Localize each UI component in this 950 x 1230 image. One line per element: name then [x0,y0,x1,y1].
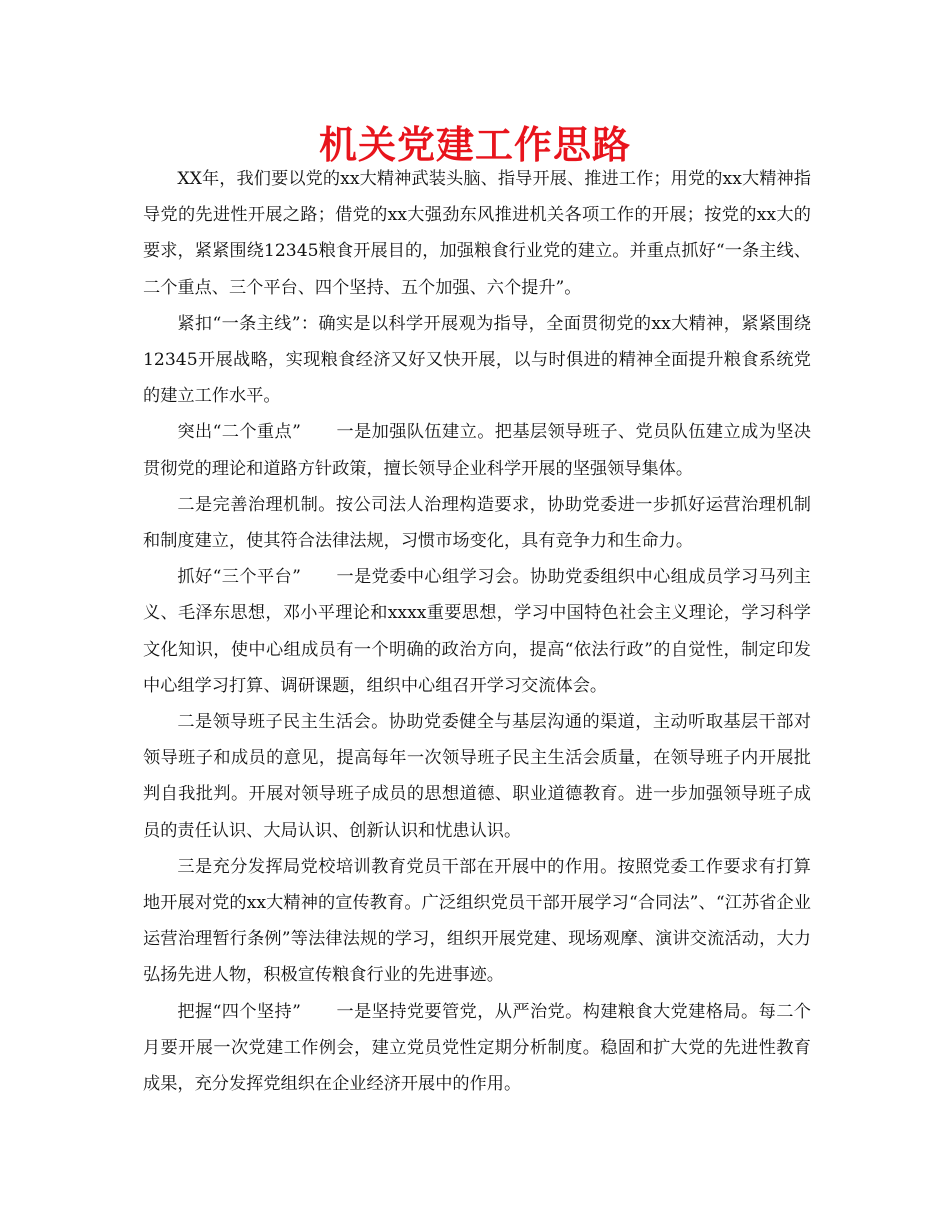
document-body [143,161,811,1102]
paragraph: 把握“四个坚持” 一是坚持党要管党，从严治党。构建粮食大党建格局。每二个月要开展一次党建工作例会，建立党员党性定期分析制度。稳固和扩大党的先进性教育成果，充分发挥党组织在企业经济开展中的作用。 [143,1001,811,1095]
paragraph: 突出“二个重点” 一是加强队伍建立。把基层领导班子、党员队伍建立成为坚决贯彻党的理论和道路方针政策，擅长领导企业科学开展的坚强领导集体。 [143,422,811,479]
paragraph: 二是领导班子民主生活会。协助党委健全与基层沟通的渠道，主动听取基层干部对领导班子和成员的意见，提高每年一次领导班子民主生活会质量，在领导班子内开展批判自我批判。开展对领导班子成员的思想道德、职业道德教育。进一步加强领导班子成员的责任认识、大局认识、创新认识和忧患认识。 [143,712,811,841]
paragraph: 三是充分发挥局党校培训教育党员干部在开展中的作用。按照党委工作要求有打算地开展对党的xx大精神的宣传教育。广泛组织党员干部开展学习“合同法”、“江苏省企业运营治理暂行条例”等法律法规的学习，组织开展党建、现场观摩、演讲交流活动，大力弘扬先进人物，积极宣传粮食行业的先进事迹。 [143,856,811,986]
document-title: 机关党建工作思路 [318,123,631,167]
paragraph: 紧扣“一条主线”：确实是以科学开展观为指导，全面贯彻党的xx大精神，紧紧围绕12345开展战略，实现粮食经济又好又快开展，以与时俱进的精神全面提升粮食系统党的建立工作水平。 [143,313,811,407]
paragraph: 二是完善治理机制。按公司法人治理构造要求，协助党委进一步抓好运营治理机制和制度建立，使其符合法律法规，习惯市场变化，具有竞争力和生命力。 [143,494,811,552]
paragraph: 抓好“三个平台” 一是党委中心组学习会。协助党委组织中心组成员学习马列主义、毛泽东思想，邓小平理论和xxxx重要思想，学习中国特色社会主义理论，学习科学文化知识，使中心组成员有一个明确的政治方向，提高“依法行政”的自觉性，制定印发中心组学习打算、调研课题，组织中心组召开学习交流体会。 [143,567,811,696]
paragraph: XX年，我们要以党的xx大精神武装头脑、指导开展、推进工作；用党的xx大精神指导党的先进性开展之路；借党的xx大强劲东风推进机关各项工作的开展；按党的xx大的要求，紧紧围绕12345粮食开展目的，加强粮食行业党的建立。并重点抓好“一条主线、二个重点、三个平台、四个坚持、五个加强、六个提升”。 [143,169,811,298]
